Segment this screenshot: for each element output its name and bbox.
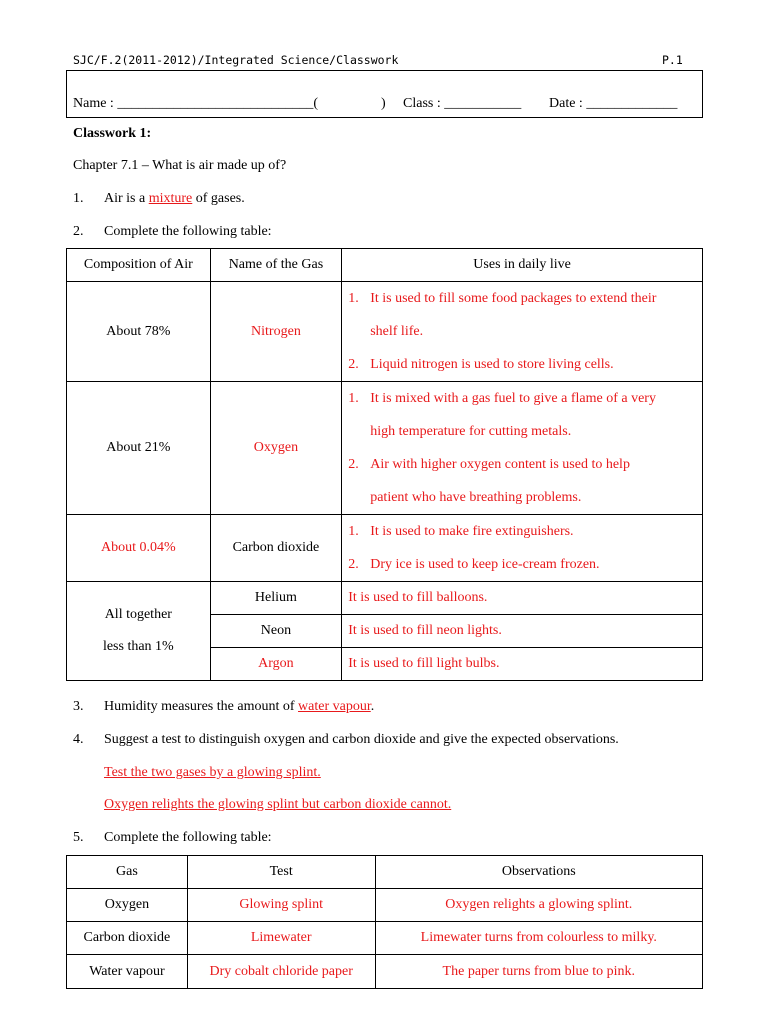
table-row bbox=[67, 515, 703, 582]
table-row bbox=[67, 582, 703, 615]
q4-text: Suggest a test to distinguish oxygen and carbon dioxide and give the expected observations. bbox=[104, 732, 619, 747]
use-text: Air with higher oxygen content is used to help bbox=[370, 457, 630, 472]
q3-answer: water vapour bbox=[298, 699, 371, 714]
q4-answer-line2: Oxygen relights the glowing splint but carbon dioxide cannot. bbox=[104, 797, 452, 812]
gas-name-cell: Helium bbox=[210, 582, 342, 615]
header-observations: Observations bbox=[375, 856, 702, 889]
observation-cell: Limewater turns from colourless to milky. bbox=[375, 922, 702, 955]
q3-number: 3. bbox=[73, 699, 84, 714]
name-field[interactable]: Name : ____________________________( bbox=[73, 96, 318, 111]
composition-cell: About 21% bbox=[67, 382, 211, 515]
use-text: It is used to fill some food packages to extend their bbox=[370, 291, 657, 306]
test-cell: Dry cobalt chloride paper bbox=[187, 955, 375, 989]
table-row bbox=[67, 922, 703, 955]
classwork-title: Classwork 1: bbox=[73, 126, 152, 141]
header-gas: Gas bbox=[67, 856, 188, 889]
name-paren-close: ) bbox=[381, 96, 386, 111]
q1-number: 1. bbox=[73, 191, 84, 206]
gas-name-cell: Nitrogen bbox=[210, 282, 342, 382]
test-cell: Limewater bbox=[187, 922, 375, 955]
table-header-row bbox=[67, 249, 703, 282]
uses-cell: It is used to fill light bulbs. bbox=[342, 648, 703, 681]
chapter-heading: Chapter 7.1 – What is air made up of? bbox=[73, 158, 287, 173]
use-text: Liquid nitrogen is used to store living cells. bbox=[370, 357, 614, 372]
use-text: shelf life. bbox=[370, 324, 424, 339]
list-number: 2. bbox=[348, 357, 359, 372]
page-header-left: SJC/F.2(2011-2012)/Integrated Science/Classwork bbox=[73, 53, 399, 67]
list-number: 1. bbox=[348, 524, 359, 539]
list-number: 1. bbox=[348, 291, 359, 306]
group-composition-cell bbox=[67, 582, 211, 681]
q1-answer: mixture bbox=[148, 191, 193, 206]
group-label-line2: less than 1% bbox=[102, 639, 174, 654]
q5-text: Complete the following table: bbox=[104, 830, 272, 845]
gas-cell: Carbon dioxide bbox=[67, 922, 188, 955]
uses-cell: It is used to fill balloons. bbox=[342, 582, 703, 615]
q4-answer-line1: Test the two gases by a glowing splint. bbox=[104, 765, 321, 780]
header-gas-name: Name of the Gas bbox=[210, 249, 342, 282]
student-info-box bbox=[66, 70, 703, 118]
header-test: Test bbox=[187, 856, 375, 889]
use-text: high temperature for cutting metals. bbox=[370, 424, 572, 439]
air-composition-table bbox=[66, 248, 703, 681]
uses-cell bbox=[342, 382, 703, 515]
uses-cell bbox=[342, 282, 703, 382]
header-uses: Uses in daily live bbox=[342, 249, 703, 282]
table-row bbox=[67, 955, 703, 989]
use-text: patient who have breathing problems. bbox=[370, 490, 582, 505]
gas-name-cell: Oxygen bbox=[210, 382, 342, 515]
observation-cell: The paper turns from blue to pink. bbox=[375, 955, 702, 989]
list-number: 1. bbox=[348, 391, 359, 406]
class-field[interactable]: Class : ___________ bbox=[403, 96, 522, 111]
gas-cell: Water vapour bbox=[67, 955, 188, 989]
table-row bbox=[67, 382, 703, 515]
table-header-row bbox=[67, 856, 703, 889]
q3-post: . bbox=[370, 699, 375, 714]
use-text: It is mixed with a gas fuel to give a flame of a very bbox=[370, 391, 656, 406]
list-number: 2. bbox=[348, 557, 359, 572]
gas-name-cell: Carbon dioxide bbox=[210, 515, 342, 582]
table-row bbox=[67, 282, 703, 382]
gas-cell: Oxygen bbox=[67, 889, 188, 922]
uses-cell bbox=[342, 515, 703, 582]
use-text: Dry ice is used to keep ice-cream frozen. bbox=[370, 557, 600, 572]
composition-cell: About 0.04% bbox=[67, 515, 211, 582]
q2-text: Complete the following table: bbox=[104, 224, 272, 239]
page-number: P.1 bbox=[662, 53, 683, 67]
header-composition: Composition of Air bbox=[67, 249, 211, 282]
gas-name-cell: Neon bbox=[210, 615, 342, 648]
q1-post: of gases. bbox=[195, 191, 245, 206]
observation-cell: Oxygen relights a glowing splint. bbox=[375, 889, 702, 922]
q4-number: 4. bbox=[73, 732, 84, 747]
gas-name-cell: Argon bbox=[210, 648, 342, 681]
q1-pre: Air is a bbox=[104, 191, 146, 206]
group-label-line1: All together bbox=[104, 607, 172, 622]
list-number: 2. bbox=[348, 457, 359, 472]
test-cell: Glowing splint bbox=[187, 889, 375, 922]
q1-text bbox=[104, 191, 245, 207]
table-row bbox=[67, 889, 703, 922]
q2-number: 2. bbox=[73, 224, 84, 239]
date-field[interactable]: Date : _____________ bbox=[549, 96, 678, 111]
q3-pre: Humidity measures the amount of bbox=[104, 699, 295, 714]
uses-cell: It is used to fill neon lights. bbox=[342, 615, 703, 648]
composition-cell: About 78% bbox=[67, 282, 211, 382]
gas-test-table bbox=[66, 855, 703, 989]
q3-text bbox=[104, 699, 374, 715]
use-text: It is used to make fire extinguishers. bbox=[370, 524, 574, 539]
q5-number: 5. bbox=[73, 830, 84, 845]
